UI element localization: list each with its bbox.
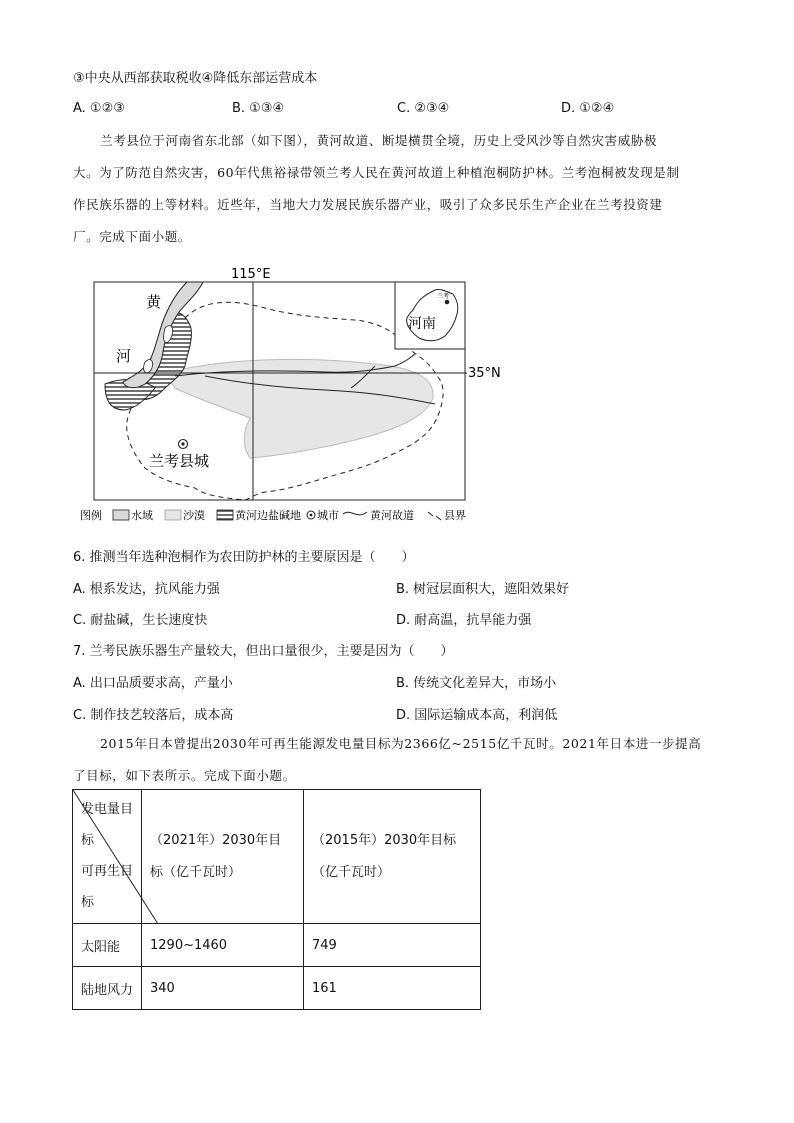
energy-table <box>72 789 481 1010</box>
passage-line: 2015年日本曾提出2030年可再生能源发电量目标为2366亿~2515亿千瓦时。2021年日本进一步提高 <box>100 736 702 751</box>
q7-stem: 7. 兰考民族乐器生产量较大，但出口量很少，主要是因为（ ） <box>73 644 454 659</box>
legend-boundary: 县界 <box>444 509 466 522</box>
q5-option-c[interactable]: C. ②③④ <box>397 101 450 116</box>
legend-old-course: 黄河故道 <box>370 509 414 522</box>
row-2021-value: 1290~1460 <box>142 924 304 967</box>
legend-city: 城市 <box>317 509 339 522</box>
col-2021-line: 标（亿千瓦时） <box>150 864 242 880</box>
table-row <box>73 924 481 967</box>
col-2015-line: （2015年）2030年目标 <box>312 832 457 848</box>
passage-line: 了目标，如下表所示。完成下面小题。 <box>73 768 296 783</box>
passage-line: 兰考县位于河南省东北部（如下图），黄河故道、断堤横贯全境，历史上受风沙等自然灾害威胁极 <box>100 133 658 148</box>
q5-option-a[interactable]: A. ①②③ <box>73 101 125 116</box>
inset-label: 河南 <box>408 316 436 332</box>
q5-tail: ③中央从西部获取税收④降低东部运营成本 <box>73 71 318 86</box>
q6-option-a[interactable]: A. 根系发达，抗风能力强 <box>73 582 220 597</box>
table-corner-cell <box>73 790 142 924</box>
row-2015-value: 749 <box>304 924 481 967</box>
row-2015-value: 161 <box>304 967 481 1010</box>
row-name: 陆地风力 <box>73 967 142 1010</box>
passage-lankao <box>73 125 728 253</box>
q6-stem: 6. 推测当年选种泡桐作为农田防护林的主要原因是（ ） <box>73 550 415 565</box>
corner-bottom-line: 可再生目 <box>81 864 134 879</box>
row-name: 太阳能 <box>73 924 142 967</box>
legend-desert: 沙漠 <box>183 509 205 522</box>
legend-water: 水域 <box>131 509 153 522</box>
table-row <box>73 967 481 1010</box>
col-2021-line: （2021年）2030年目 <box>150 832 282 848</box>
river-char: 河 <box>116 347 132 365</box>
col-2015-header <box>304 790 481 924</box>
river-char: 黄 <box>146 293 162 311</box>
passage-line: 作民族乐器的上等材料。近些年，当地大力发展民族乐器产业，吸引了众多民乐生产企业在兰考投资建 <box>73 197 663 212</box>
q5-option-d[interactable]: D. ①②④ <box>561 101 615 116</box>
passage-line: 大。为了防范自然灾害，60年代焦裕禄带领兰考人民在黄河故道上种植泡桐防护林。兰考泡桐被发现是制 <box>73 165 680 180</box>
passage-japan <box>73 728 728 792</box>
q6-option-c[interactable]: C. 耐盐碱，生长速度快 <box>73 613 208 628</box>
q7-option-d[interactable]: D. 国际运输成本高，利润低 <box>396 708 558 723</box>
corner-top-line: 标 <box>81 833 95 848</box>
latitude-label: 35°N <box>468 366 501 381</box>
passage-line: 厂。完成下面小题。 <box>73 229 191 244</box>
col-2015-line: （亿千瓦时） <box>312 864 391 880</box>
q6-option-d[interactable]: D. 耐高温，抗旱能力强 <box>396 613 532 628</box>
q7-option-b[interactable]: B. 传统文化差异大，市场小 <box>396 676 557 691</box>
longitude-label: 115°E <box>231 267 271 282</box>
corner-top-line: 发电量目 <box>81 802 134 817</box>
col-2021-header <box>142 790 304 924</box>
legend-title: 图例 <box>80 509 102 522</box>
corner-bottom-line: 标 <box>81 895 95 910</box>
q6-option-b[interactable]: B. 树冠层面积大，遮阳效果好 <box>396 582 570 597</box>
row-2021-value: 340 <box>142 967 304 1010</box>
legend-saline: 黄河边盐碱地 <box>235 509 301 522</box>
city-label: 兰考县城 <box>149 452 210 470</box>
lankao-map <box>75 258 515 526</box>
q5-option-b[interactable]: B. ①③④ <box>232 101 285 116</box>
q7-option-a[interactable]: A. 出口品质要求高，产量小 <box>73 676 233 691</box>
q7-option-c[interactable]: C. 制作技艺较落后，成本高 <box>73 708 234 723</box>
inset-city-dot <box>445 300 450 305</box>
inset-city-label: 兰考 <box>437 293 450 300</box>
